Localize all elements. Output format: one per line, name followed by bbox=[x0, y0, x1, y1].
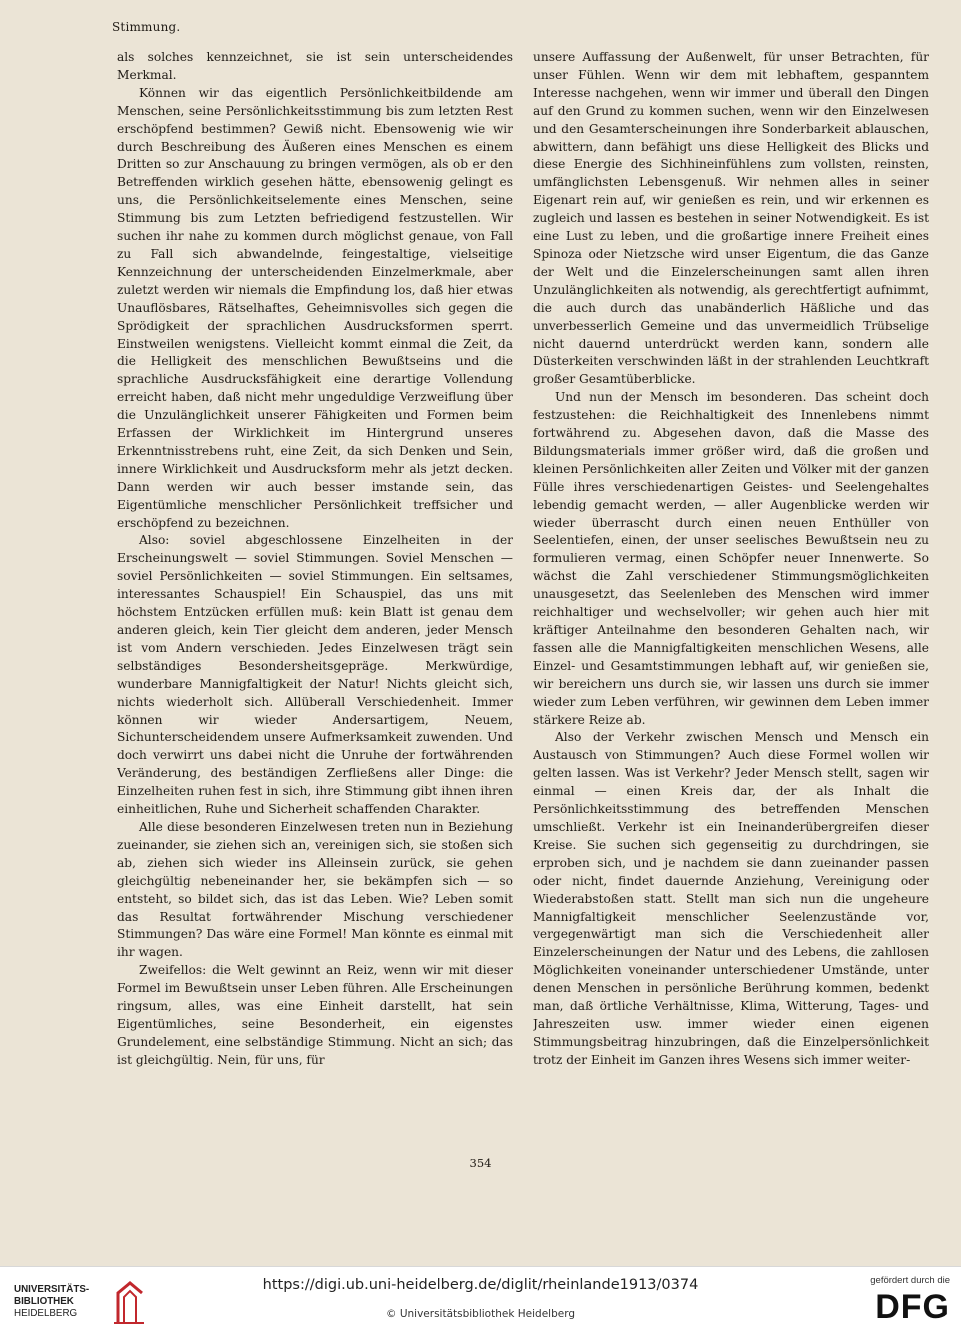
library-emblem-icon bbox=[110, 1279, 148, 1327]
copyright-notice: © Universitätsbibliothek Heidelberg bbox=[385, 1308, 575, 1320]
paragraph: Alle diese besonderen Einzelwesen treten nun in Beziehung zueinander, sie ziehen sich an, vereinigen sich, sie stoßen sich ab, ziehen sich wieder ins Alleinsein zurück, sie gehen gleichgültig nebeneinander her, sie bekämpfen sich — so entsteht, so bildet sich, das ist das Leben. Wie? Leben somit das Resultat fortwährender Mischung verschiedener Stimmungen? Das wäre eine Formel! Man könnte es einmal mit ihr wagen. bbox=[117, 819, 513, 960]
paragraph: Also: soviel abgeschlossene Einzelheiten in der Erscheinungswelt — soviel Stimmungen. Soviel Menschen — soviel Persönlichkeiten — soviel Stimmungen. Ein seltsames, interessantes Schauspiel! Ein Schauspiel, das uns mit höchstem Entzücken erfüllen muß: kein Blatt ist genau dem anderen gleich, kein Tier gleicht dem anderen, jeder Mensch ist vom Andern verschieden. Jedes Einzelwesen trägt sein selbständiges Besondersheitsgepräge. Merkwürdige, wunderbare Mannigfaltigkeit der Natur! Nichts gleicht sich, nichts wiederholt sich. Allüberall Verschiedenheit. Immer können wir wieder Andersartigem, Neuem, Sichunterscheidendem unsere Aufmerksamkeit zuwenden. Und doch verwirrt uns dabei nicht die Unruhe der fortwährenden Veränderung, des beständigen Zerfließens aller Dinge: die Einzelheiten ruhen fest in sich, ihre Stimmung gibt ihnen ihren einheitlichen, Ruhe und Sicherheit schaffenden Charakter. bbox=[117, 533, 513, 817]
paragraph: unsere Auffassung der Außenwelt, für unser Betrachten, für unser Fühlen. Wenn wir dem mit lebhaftem, gespanntem Interesse nachgehen, wenn wir immer und überall den Dingen auf den Grund zu kommen suchen, wenn wir den Einzelwesen und den Gesamterscheinungen ihre Sonderbarkeit ablauschen, abwittern, dann befähigt uns diese Helligkeit des Blicks und diese Energie des Sichhineinfühlens zum vollsten, reinsten, umfänglichsten Lebensgenuß. Wir nehmen alles in seiner Eigenart rein auf, wir genießen es rein, und wir erkennen es zugleich und lassen es bestehen in seiner Notwendigkeit. Es ist eine Lust zu leben, und die großartige innere Freiheit eines Spinoza oder Nietzsche wird unser Eigentum, die das Ganze der Welt und die Einzelerscheinungen samt allen ihren Unzulänglichkeiten als notwendig, als gerechtfertigt aufnimmt, die auch durch das unabänderlich Häßliche und das unverbesserlich Gemeine und das unvermeidlich Trübselige nicht dauernd unterdrückt werden kann, sondern alle Düsterkeiten verschwinden läßt in der strahlenden Leuchtkraft großer Gesamtüberblicke. bbox=[533, 50, 929, 387]
page-url-link[interactable]: https://digi.ub.uni-heidelberg.de/diglit/rheinlande1913/0374 bbox=[262, 1277, 699, 1293]
library-logo-line: UNIVERSITÄTS- bbox=[14, 1284, 90, 1295]
funder-block bbox=[838, 1275, 950, 1326]
library-logo-line: BIBLIOTHEK bbox=[14, 1296, 74, 1307]
running-head: Stimmung. bbox=[112, 20, 181, 34]
right-column bbox=[533, 49, 929, 1139]
university-library-logo[interactable] bbox=[14, 1277, 174, 1327]
paragraph: als solches kennzeichnet, sie ist sein unterscheidendes Merkmal. bbox=[117, 50, 513, 82]
paragraph: Also der Verkehr zwischen Mensch und Mensch ein Austausch von Stimmungen? Auch diese Formel wollen wir gelten lassen. Was ist Verkehr? Jeder Mensch stellt, sagen wir einmal — einen Kreis dar, der als Inhalt die Persönlichkeitsstimmung des betreffenden Menschen umschließt. Verkehr ist ein Ineinanderübergreifen dieser Kreise. Sie suchen sich gegenseitig zu durchdringen, sie erproben sich, und je nachdem sie dann zueinander passen oder nicht, findet dauernde Anziehung, Vereinigung oder Wiederabstoßen statt. Stellt man sich nun die ungeheure Mannigfaltigkeit menschlicher Seelenzustände vor, vergegenwärtigt man sich die Verschiedenheit aller Einzelerscheinungen der Natur und des Lebens, die zahllosen Möglichkeiten voneinander unterschiedener Umstände, unter denen Menschen in persönliche Berührung kommen, bedenkt man, daß örtliche Verhältnisse, Klima, Witterung, Tages- und Jahreszeiten usw. immer wieder einen eigenen Stimmungsbeitrag hinzubringen, daß die Einzelpersönlichkeit trotz der Einheit im Ganzen ihres Wesens sich immer weiter- bbox=[533, 730, 929, 1067]
left-column bbox=[117, 49, 513, 1139]
paragraph: Zweifellos: die Welt gewinnt an Reiz, wenn wir mit dieser Formel im Bewußtsein unser Leben führen. Alle Erscheinungen ringsum, alles, was eine Einheit darstellt, hat sein Eigentümliches, seine Besonderheit, ein eigenstes Grundelement, eine selbständige Stimmung. Nicht an sich; das ist gleichgültig. Nein, für uns, für bbox=[117, 963, 513, 1067]
funder-label: gefördert durch die bbox=[870, 1275, 950, 1286]
page-number: 354 bbox=[469, 1156, 492, 1170]
footer-bar bbox=[0, 1266, 961, 1335]
paragraph: Können wir das eigentlich Persönlichkeitbildende am Menschen, seine Persönlichkeitsstimmung bis zum letzten Rest erschöpfend bestimmen? Gewiß nicht. Ebensowenig wie wir durch Beschreibung des Äußeren eines Menschen es einem Dritten so zur Anschauung zu bringen vermögen, als ob er den Betreffenden wirklich gesehen hätte, ebensowenig gelingt es uns, die Persönlichkeitselemente eines Menschen, seine Stimmung bis zum Letzten befriedigend festzustellen. Wir suchen ihr nahe zu kommen durch möglichst genaue, von Fall zu Fall sich abwandelnde, feingestaltige, vielseitige Kennzeichnung der unterscheidenden Einzelmerkmale, aber zuletzt werden wir niemals die Empfindung los, daß hier etwas Unauflösbares, Rätselhaftes, Geheimnisvolles sich gegen die Sprödigkeit der sprachlichen Ausdrucksformen sperrt. Einstweilen wenigstens. Vielleicht kommt einmal die Zeit, da die Helligkeit des menschlichen Bewußtseins und die sprachliche Ausdrucksfähigkeit eine derartige Vollendung erreicht haben, daß nicht mehr ungeduldige Verzweiflung über die Unzulänglichkeit unserer Fähigkeiten und Formen beim Erfassen der Wirklichkeit im Hintergrund unseres Erkenntnisstrebens ruht, eine Zeit, da sich Denken und Sein, innere Wirklichkeit und Ausdrucksform mehr als jetzt decken. Dann werden wir auch besser imstande sein, das Eigentümliche menschlicher Persönlichkeit treffsicher und erschöpfend zu bezeichnen. bbox=[117, 85, 513, 530]
paragraph: Und nun der Mensch im besonderen. Das scheint doch festzustehen: die Reichhaltigkeit des Innenlebens nimmt fortwährend zu. Abgesehen davon, daß die Masse des Bildungsmaterials immer größer wird, daß die großen und kleinen Persönlichkeiten aller Zeiten und Völker mit der ganzen Fülle ihres verschiedenartigen Geistes- und Seelengehaltes lebendig gemacht werden, — aller Augenblicke werden wir wieder überrascht durch einen neuen Enthüller von Seelentiefen, einen, der unser seelisches Bewußtsein neu zu formulieren vermag, einen Schöpfer neuer Innenwerte. So wächst die Zahl verschiedener Stimmungsmöglichkeiten unausgesetzt, das Seelenleben des Menschen wird immer reichhaltiger und wechselvoller; wir gehen auch hier mit kräftiger Anteilnahme den besonderen Gehalten nach, wir fassen alle die Mannigfaltigkeiten menschlichen Wesens, alle Einzel- und Gesamtstimmungen lebhaft auf, wir genießen sie, wir bereichern uns durch sie, wir lassen uns durch sie immer wieder zum Leben verführen, wir gewinnen dem Leben immer stärkere Reize ab. bbox=[533, 390, 929, 727]
library-logo-line: HEIDELBERG bbox=[14, 1308, 78, 1319]
dfg-logo[interactable]: DFG bbox=[875, 1288, 950, 1326]
library-logo-text bbox=[14, 1284, 110, 1320]
